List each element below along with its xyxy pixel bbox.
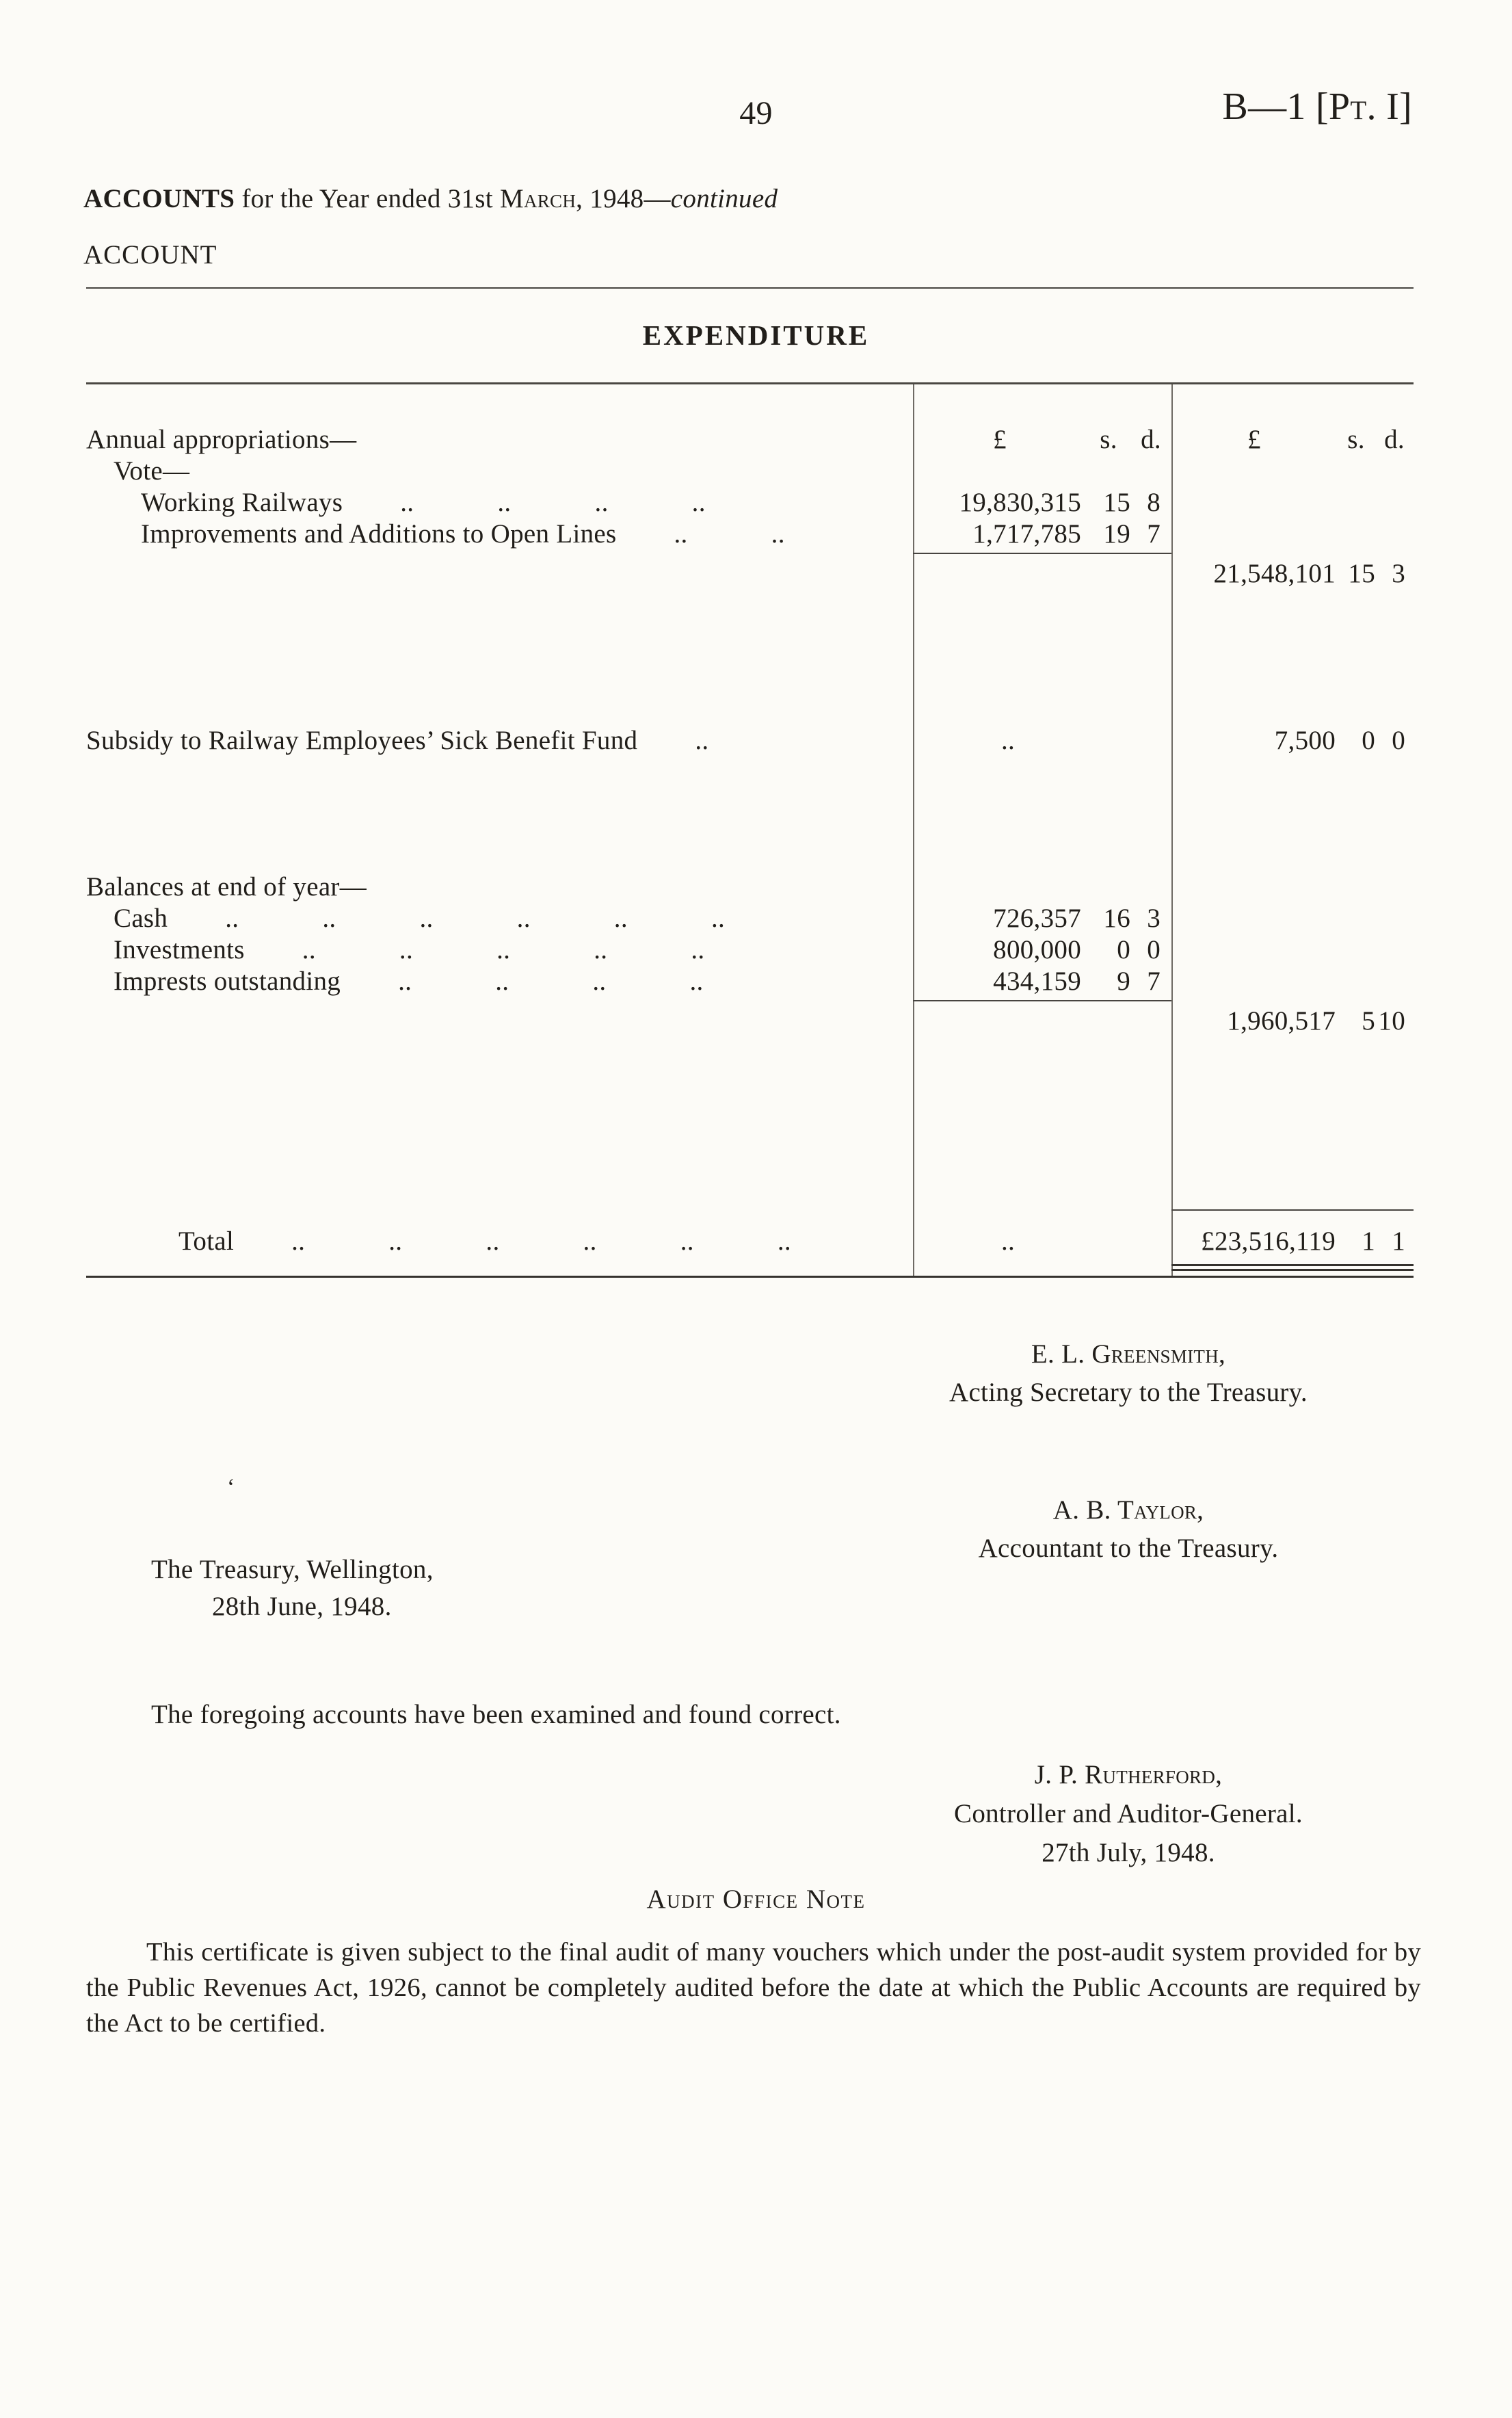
amount-pence: 7: [1147, 967, 1160, 996]
accounts-continued: continued: [670, 184, 778, 213]
row-label: [86, 456, 913, 487]
total-amount: [1171, 1226, 1414, 1257]
shillings-header: s.: [1347, 425, 1365, 454]
signature-greensmith: [807, 1335, 1450, 1412]
amount-pence: 0: [1147, 935, 1160, 964]
row-label: [86, 934, 913, 966]
dot-leader: .. .. .. .. ..: [302, 935, 705, 964]
total-amount: [1171, 558, 1414, 590]
row-label-text: Balances at end of year—: [86, 872, 367, 902]
row-label-text: Cash: [114, 904, 168, 933]
audit-certificate-paragraph: This certificate is given subject to the final audit of many vouchers which under the post-audit system provided for by the Public Revenues Act, 1926, cannot be completely audited before the date at which the Public Accounts are required by the Act to be certified.: [86, 1938, 1421, 2038]
empty-amount-dots: ..: [1000, 726, 1016, 755]
treasury-date-line: 28th June, 1948.: [212, 1592, 392, 1621]
amount-pence: 8: [1147, 488, 1160, 517]
signature-rutherford: [807, 1755, 1450, 1872]
dot-leader: ..: [695, 726, 709, 755]
row-label: [86, 487, 913, 518]
row-vote: [86, 456, 1414, 487]
amount-pounds: 19,830,315: [959, 488, 1081, 517]
amount-shillings: 19: [1103, 519, 1130, 549]
detail-amount: [913, 966, 1171, 997]
subtotal-rule-votes: [913, 553, 1171, 554]
row-label: [86, 518, 913, 550]
accounts-mid-text: for the Year ended 31st: [241, 184, 493, 213]
signatory-title: Controller and Auditor-General.: [954, 1799, 1303, 1828]
shillings-header: s.: [1100, 425, 1117, 454]
pound-header: £: [993, 425, 1007, 454]
accounts-continuation-line: [83, 183, 778, 214]
row-improvements: [86, 518, 1414, 550]
row-label-text: Working Railways: [141, 488, 343, 517]
signatory-title: Accountant to the Treasury.: [978, 1534, 1279, 1563]
page-number: 49: [739, 95, 773, 131]
detail-column-headers: [913, 424, 1171, 456]
row-label-text: Annual appropriations—: [86, 425, 357, 454]
amount-shillings: 15: [1103, 488, 1130, 517]
dot-leader: .. .. .. .. .. ..: [225, 904, 726, 933]
signature-taylor: [807, 1491, 1450, 1568]
pence-header: d.: [1384, 425, 1405, 454]
row-annual-appropriations: [86, 424, 1414, 456]
row-label-text: Total: [178, 1226, 235, 1256]
signature-date: 27th July, 1948.: [1042, 1838, 1215, 1867]
document-reference: B—1 [Pt. I]: [1222, 86, 1412, 128]
detail-amount: [913, 487, 1171, 518]
amount-pounds: 21,548,101: [1213, 559, 1336, 588]
amount-pounds: 7,500: [1274, 726, 1336, 755]
grand-total-double-rule: [1171, 1264, 1414, 1271]
row-investments: [86, 934, 1414, 966]
dot-leader: .. .. .. .. .. ..: [291, 1226, 791, 1256]
amount-shillings: 0: [1362, 726, 1375, 755]
treasury-place-line: The Treasury, Wellington,: [151, 1555, 434, 1584]
row-working-railways: [86, 487, 1414, 518]
amount-pence: 10: [1378, 1006, 1405, 1036]
amount-shillings: 9: [1117, 967, 1130, 996]
subtotal-rule-balances: [913, 1000, 1171, 1001]
amount-pounds: 726,357: [993, 904, 1081, 933]
row-label-text: Imprests outstanding: [114, 967, 341, 996]
row-balances-heading: [86, 871, 1414, 903]
row-label-text: Subsidy to Railway Employees’ Sick Benefit Fund: [86, 726, 638, 755]
row-label: [86, 424, 913, 456]
row-label: [86, 871, 913, 903]
row-label: [86, 725, 913, 757]
detail-amount: [913, 934, 1171, 966]
amount-pence: 1: [1392, 1226, 1405, 1256]
dot-leader: .. .. .. ..: [398, 967, 704, 996]
detail-amount-empty: [913, 558, 1171, 590]
amount-shillings: 1: [1362, 1226, 1375, 1256]
amount-pence: 3: [1147, 904, 1160, 933]
pence-header: d.: [1141, 425, 1161, 454]
amount-pounds: 1,960,517: [1227, 1006, 1336, 1036]
stray-mark: ‘: [227, 1475, 235, 1500]
row-label: [86, 903, 913, 934]
amount-pence: 7: [1147, 519, 1160, 549]
total-amount: [1171, 1006, 1414, 1037]
accounts-word: ACCOUNTS: [83, 184, 235, 213]
header-rule: [86, 287, 1414, 289]
amount-shillings: 5: [1362, 1006, 1375, 1036]
signatory-name: A. B. Taylor,: [1052, 1495, 1204, 1525]
accounts-year: 1948—: [589, 184, 671, 213]
row-subtotal-balances: [86, 1006, 1414, 1037]
signatory-title: Acting Secretary to the Treasury.: [949, 1378, 1308, 1407]
row-spacer: [86, 558, 913, 590]
section-title: EXPENDITURE: [642, 319, 870, 351]
accounts-month: March,: [499, 184, 583, 213]
dot-leader: .. .. .. ..: [400, 488, 706, 517]
detail-amount: [913, 903, 1171, 934]
amount-pounds: 434,159: [993, 967, 1081, 996]
row-subtotal-votes: [86, 558, 1414, 590]
row-label: [86, 966, 913, 997]
audit-office-note-heading: Audit Office Note: [646, 1884, 866, 1914]
detail-amount-empty: [913, 1006, 1171, 1037]
row-label-text: Investments: [114, 935, 245, 964]
amount-pence: 0: [1392, 726, 1405, 755]
amount-shillings: 15: [1348, 559, 1375, 588]
total-amount: [1171, 725, 1414, 757]
grand-total-rule-above: [1171, 1209, 1414, 1211]
total-column-headers: [1171, 424, 1414, 456]
row-subsidy: [86, 725, 1414, 757]
detail-amount: [913, 518, 1171, 550]
signatory-name: J. P. Rutherford,: [1034, 1760, 1223, 1789]
amount-shillings: 0: [1117, 935, 1130, 964]
row-imprests: [86, 966, 1414, 997]
pound-header: £: [1247, 425, 1261, 454]
empty-amount-dots: ..: [1000, 1226, 1016, 1256]
row-cash: [86, 903, 1414, 934]
detail-amount: [913, 1226, 1171, 1257]
amount-pence: 3: [1392, 559, 1405, 588]
signatory-name: E. L. Greensmith,: [1031, 1339, 1226, 1369]
expenditure-table: [86, 382, 1414, 1278]
detail-amount: [913, 725, 1171, 757]
amount-pounds: 800,000: [993, 935, 1081, 964]
row-grand-total: [86, 1226, 1414, 1257]
row-label-text: Improvements and Additions to Open Lines: [141, 519, 617, 549]
amount-shillings: 16: [1103, 904, 1130, 933]
row-spacer: [86, 1006, 913, 1037]
row-label: [86, 1226, 913, 1257]
amount-pounds: £23,516,119: [1201, 1226, 1336, 1256]
row-label-text: Vote—: [114, 456, 190, 486]
account-label: ACCOUNT: [83, 240, 217, 270]
dot-leader: .. ..: [674, 519, 785, 549]
amount-pounds: 1,717,785: [972, 519, 1081, 549]
examined-statement: The foregoing accounts have been examined and found correct.: [151, 1700, 841, 1729]
